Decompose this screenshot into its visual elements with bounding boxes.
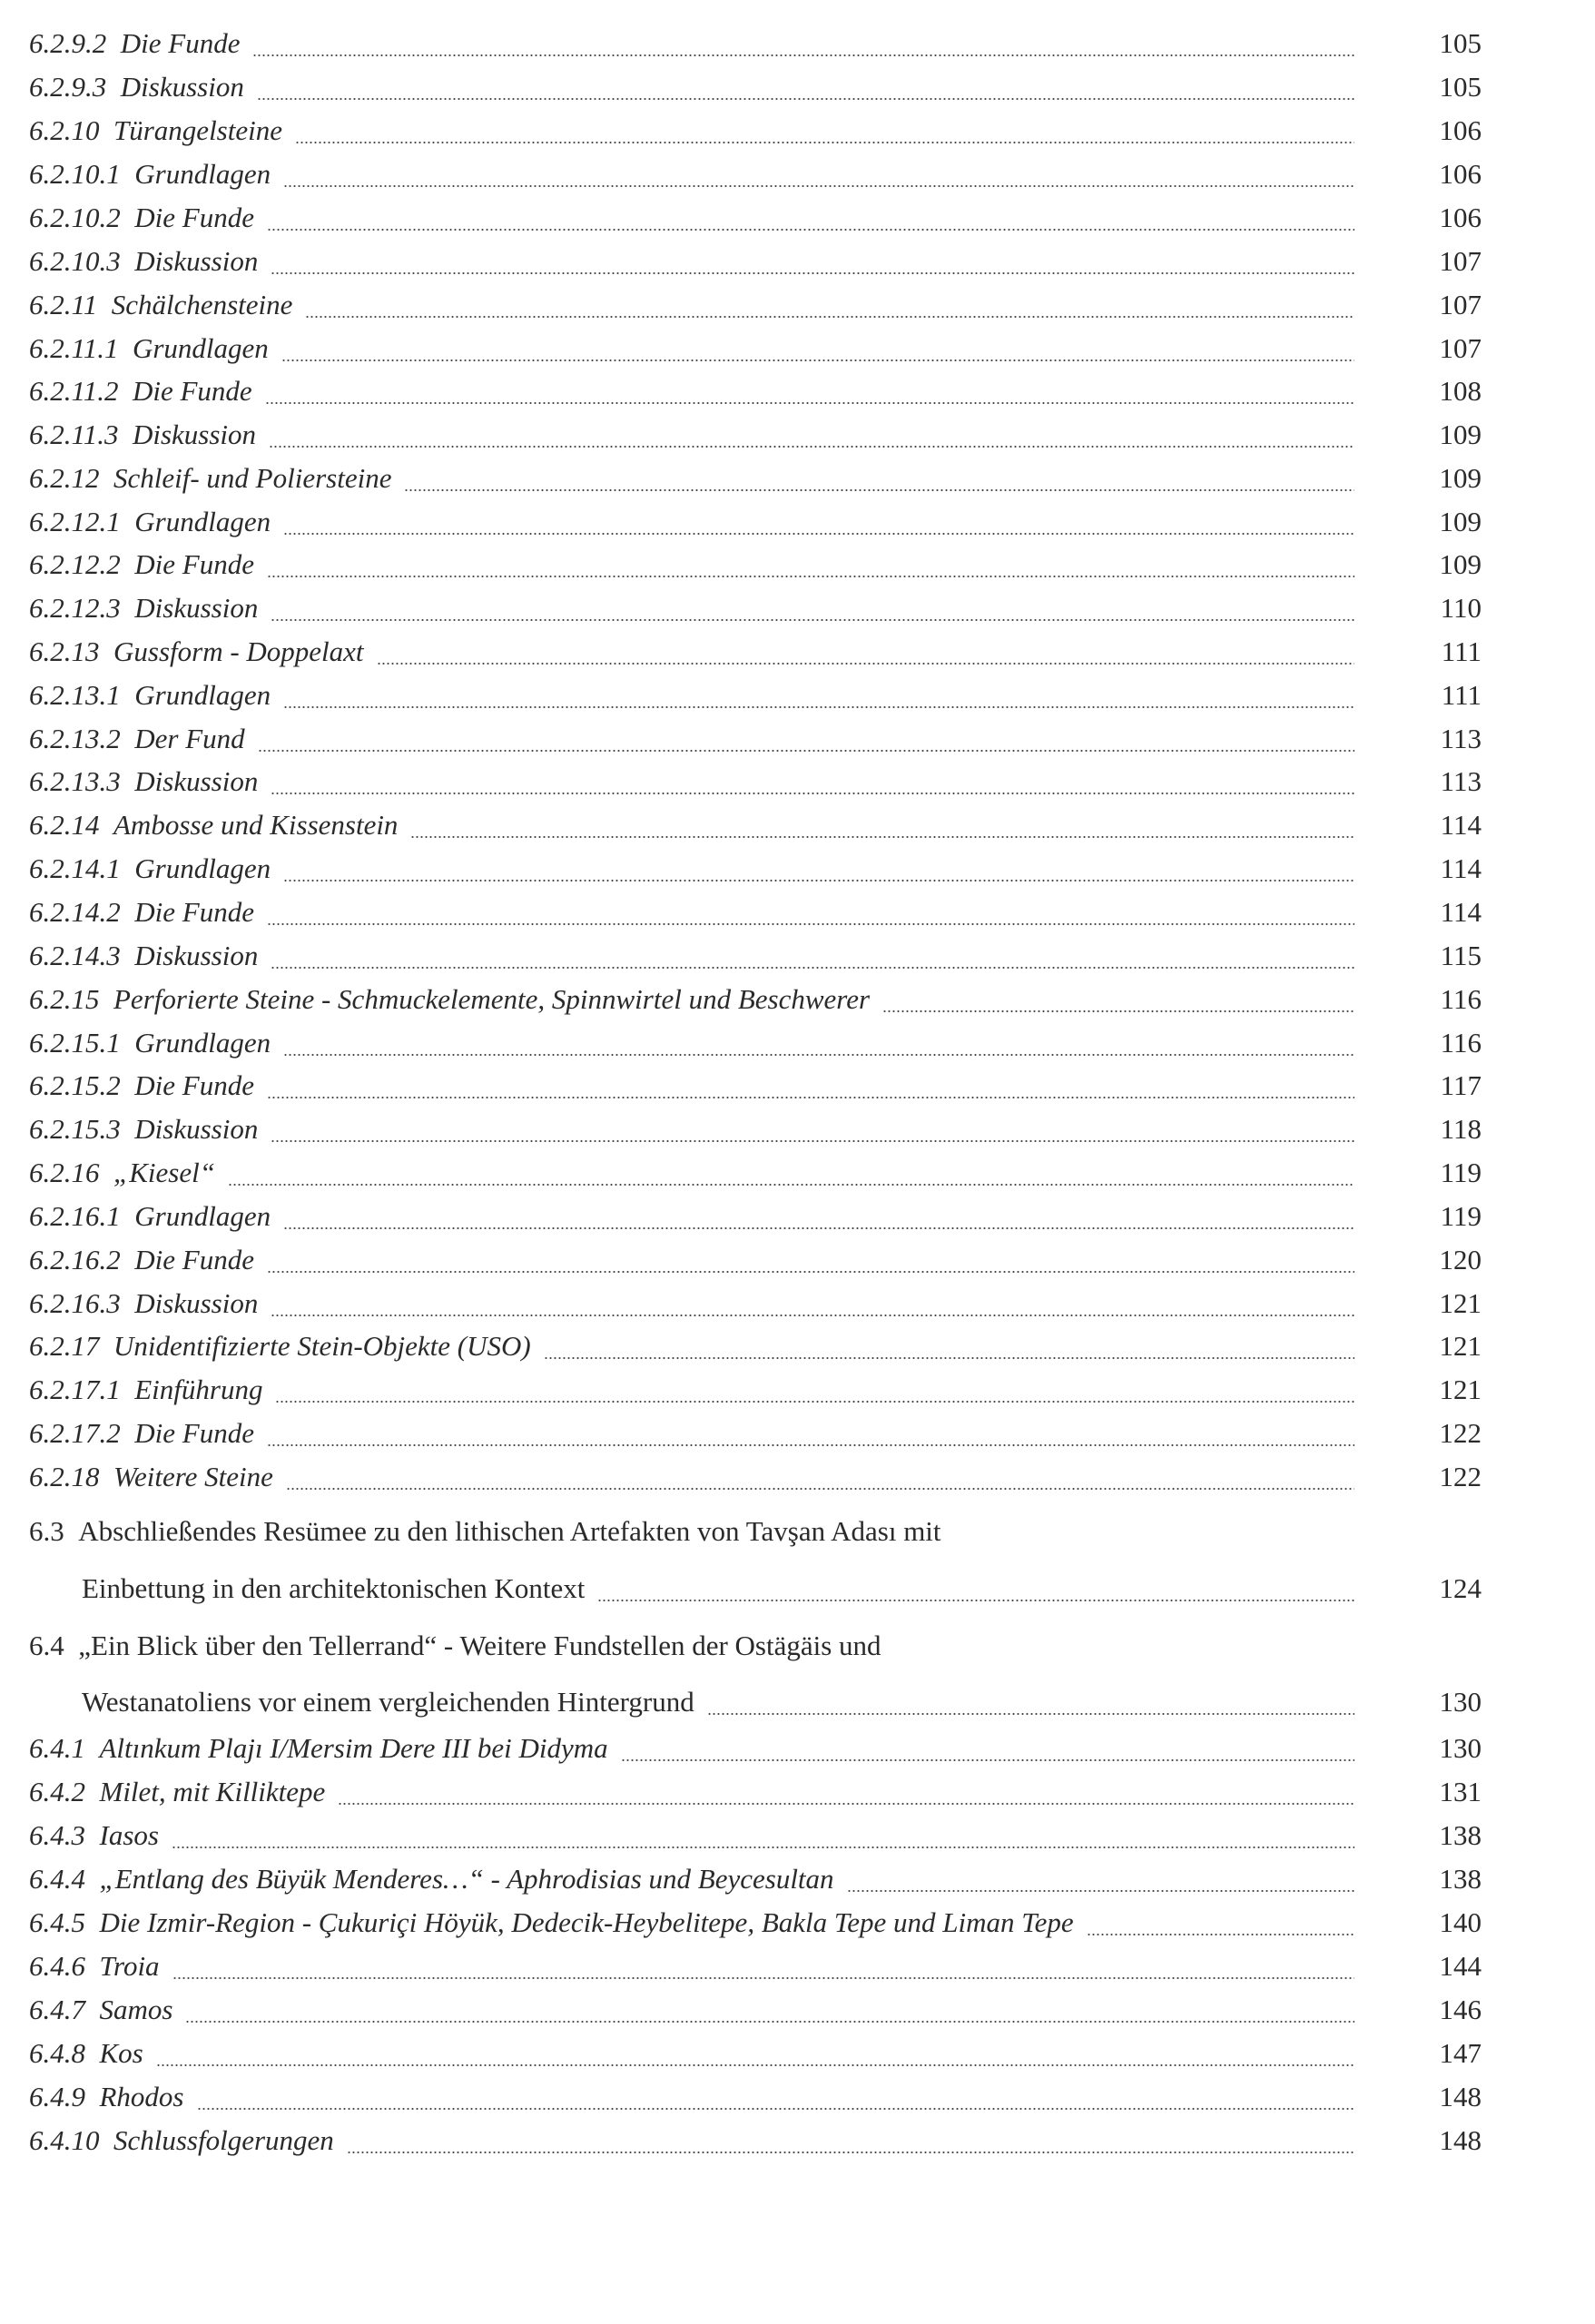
toc-page-number: 105 (1439, 71, 1482, 103)
toc-entry[interactable] (29, 417, 1482, 453)
dot-leader (258, 750, 1354, 752)
dot-leader (283, 1227, 1354, 1229)
toc-entry[interactable] (29, 373, 1482, 409)
toc-entry-title: 6.2.12 Schleif- und Poliersteine (29, 462, 392, 494)
toc-entry[interactable] (29, 634, 1482, 670)
toc-page-number: 107 (1439, 289, 1482, 320)
toc-page-number: 130 (1439, 1686, 1482, 1718)
dot-leader (347, 2152, 1354, 2153)
toc-entry[interactable] (29, 1242, 1482, 1278)
toc-entry[interactable] (29, 1155, 1482, 1191)
toc-page-number: 148 (1439, 2124, 1482, 2156)
toc-page-number: 105 (1439, 27, 1482, 59)
toc-entry-title: 6.2.14.3 Diskussion (29, 940, 259, 971)
toc-page-number: 146 (1439, 1994, 1482, 2025)
toc-entry[interactable] (29, 200, 1482, 236)
toc-page-number: 117 (1440, 1069, 1482, 1101)
toc-entry-title: 6.2.17.1 Einführung (29, 1374, 263, 1405)
dot-leader (271, 272, 1354, 274)
dot-leader (281, 359, 1354, 361)
toc-entry[interactable] (29, 1459, 1482, 1495)
toc-entry[interactable] (29, 1861, 1482, 1897)
toc-page-number: 111 (1441, 635, 1482, 667)
toc-entry-title: 6.4.7 Samos (29, 1994, 173, 2025)
dot-leader (283, 185, 1354, 187)
toc-entry[interactable] (29, 894, 1482, 931)
toc-page-number: 120 (1439, 1244, 1482, 1275)
dot-leader (271, 967, 1354, 969)
dot-leader (283, 706, 1354, 708)
toc-entry-title: 6.2.16 „Kiesel“ (29, 1157, 215, 1188)
toc-entry[interactable] (82, 1684, 1482, 1720)
toc-page-number: 140 (1439, 1906, 1482, 1938)
toc-entry-title: 6.2.13.2 Der Fund (29, 723, 245, 754)
toc-entry[interactable] (29, 1415, 1482, 1452)
toc-page-number: 114 (1440, 896, 1482, 928)
toc-entry-title: 6.4.9 Rhodos (29, 2081, 184, 2112)
toc-entry-title: 6.2.18 Weitere Steine (29, 1461, 273, 1492)
toc-entry-title: 6.2.11.2 Die Funde (29, 375, 252, 407)
toc-entry[interactable] (29, 330, 1482, 367)
toc-page-number: 107 (1439, 332, 1482, 364)
toc-entry-title: 6.2.10.3 Diskussion (29, 245, 259, 277)
toc-entry[interactable] (82, 1571, 1482, 1607)
toc-page-number: 116 (1440, 983, 1482, 1015)
toc-page-number: 109 (1439, 506, 1482, 537)
toc-page-number: 122 (1439, 1417, 1482, 1449)
toc-page-number: 130 (1439, 1732, 1482, 1764)
toc-page-number: 119 (1440, 1157, 1482, 1188)
toc-entry[interactable] (29, 547, 1482, 583)
toc-page-number: 109 (1439, 548, 1482, 580)
dot-leader (286, 1488, 1354, 1490)
toc-entry[interactable] (29, 2035, 1482, 2072)
toc-page-number: 110 (1440, 592, 1482, 624)
toc-entry[interactable] (29, 25, 1482, 62)
toc-entry-title: 6.2.10.2 Die Funde (29, 202, 254, 233)
toc-page-number: 113 (1440, 765, 1482, 797)
toc-entry-title: 6.2.11 Schälchensteine (29, 289, 293, 320)
toc-entry-title: 6.4 „Ein Blick über den Tellerrand“ - Weitere Fundstellen der Ostägäis und (29, 1630, 881, 1661)
toc-page-number: 109 (1439, 462, 1482, 494)
toc-page-number: 147 (1439, 2037, 1482, 2069)
dot-leader (271, 1315, 1354, 1316)
toc-entry-title: 6.2.14.1 Grundlagen (29, 852, 271, 884)
dot-leader (267, 1444, 1354, 1446)
dot-leader (172, 1846, 1354, 1848)
dot-leader (707, 1713, 1354, 1715)
toc-page-number: 118 (1440, 1113, 1482, 1145)
toc-entry-title: 6.2.17 Unidentifizierte Stein-Objekte (USO) (29, 1330, 531, 1362)
toc-entry[interactable] (29, 1817, 1482, 1854)
toc-entry[interactable] (29, 807, 1482, 843)
dot-leader (544, 1357, 1354, 1359)
dot-leader (295, 142, 1354, 143)
toc-entry-title: 6.4.8 Kos (29, 2037, 143, 2069)
toc-entry-title: 6.2.14.2 Die Funde (29, 896, 254, 928)
dot-leader (404, 489, 1354, 491)
toc-entry-title: 6.2.13 Gussform - Doppelaxt (29, 635, 364, 667)
toc-entry[interactable] (29, 1198, 1482, 1235)
toc-entry[interactable] (29, 156, 1482, 192)
toc-entry-title: Einbettung in den architektonischen Kontext (82, 1572, 586, 1604)
toc-entry-title: 6.2.17.2 Die Funde (29, 1417, 254, 1449)
dot-leader (275, 1401, 1354, 1403)
dot-leader (267, 923, 1354, 925)
dot-leader (257, 98, 1354, 100)
toc-entry-title: 6.4.6 Troia (29, 1950, 160, 1982)
toc-page-number: 148 (1439, 2081, 1482, 2112)
toc-entry[interactable] (29, 1328, 1482, 1364)
toc-entry[interactable] (29, 243, 1482, 280)
toc-entry-title: 6.2.11.3 Diskussion (29, 419, 257, 450)
toc-entry-title: 6.4.5 Die Izmir-Region - Çukuriçi Höyük, Dedecik-Heybelitepe, Bakla Tepe und Liman Tepe (29, 1906, 1074, 1938)
toc-entry[interactable] (29, 2079, 1482, 2115)
toc-entry-title: 6.4.10 Schlussfolgerungen (29, 2124, 334, 2156)
toc-entry[interactable] (29, 1025, 1482, 1061)
dot-leader (305, 316, 1354, 318)
toc-entry[interactable] (29, 1285, 1482, 1322)
toc-entry[interactable] (29, 1992, 1482, 2028)
toc-entry[interactable] (29, 1628, 1482, 1664)
toc-entry-title: 6.3 Abschließendes Resümee zu den lithischen Artefakten von Tavşan Adası mit (29, 1515, 941, 1547)
dot-leader (283, 880, 1354, 881)
toc-entry[interactable] (29, 981, 1482, 1018)
toc-entry-title: 6.2.13.1 Grundlagen (29, 679, 271, 711)
toc-entry-title: 6.2.10.1 Grundlagen (29, 158, 271, 190)
toc-entry-title: 6.2.12.3 Diskussion (29, 592, 259, 624)
dot-leader (283, 533, 1354, 535)
dot-leader (197, 2108, 1355, 2110)
toc-entry-title: 6.2.12.1 Grundlagen (29, 506, 271, 537)
toc-entry[interactable] (29, 287, 1482, 323)
toc-page-number: 109 (1439, 419, 1482, 450)
toc-page-number: 114 (1440, 852, 1482, 884)
toc-entry-title: 6.4.2 Milet, mit Killiktepe (29, 1776, 326, 1807)
toc-page-number: 116 (1440, 1027, 1482, 1059)
dot-leader (265, 402, 1354, 404)
toc-entry[interactable] (29, 1513, 1482, 1550)
toc-entry[interactable] (29, 851, 1482, 887)
toc-entry[interactable] (29, 113, 1482, 149)
toc-entry[interactable] (29, 1372, 1482, 1408)
toc-entry-title: 6.2.15.3 Diskussion (29, 1113, 259, 1145)
toc-entry-title: 6.2.16.1 Grundlagen (29, 1200, 271, 1232)
toc-page-number: 138 (1439, 1863, 1482, 1895)
dot-leader (156, 2064, 1354, 2066)
dot-leader (847, 1890, 1354, 1892)
toc-page-number: 107 (1439, 245, 1482, 277)
dot-leader (185, 2021, 1354, 2023)
dot-leader (621, 1759, 1354, 1761)
dot-leader (338, 1803, 1354, 1805)
dot-leader (267, 1271, 1354, 1273)
toc-entry-title: 6.2.9.3 Diskussion (29, 71, 244, 103)
dot-leader (172, 1977, 1354, 1979)
toc-entry-title: 6.2.13.3 Diskussion (29, 765, 259, 797)
dot-leader (271, 619, 1354, 621)
toc-page-number: 122 (1439, 1461, 1482, 1492)
dot-leader (597, 1600, 1354, 1601)
toc-entry[interactable] (29, 504, 1482, 540)
toc-entry[interactable] (29, 2122, 1482, 2159)
toc-entry[interactable] (29, 1948, 1482, 1984)
toc-entry[interactable] (29, 1111, 1482, 1147)
toc-page-number: 131 (1439, 1776, 1482, 1807)
toc-page-number: 106 (1439, 202, 1482, 233)
toc-page-number: 113 (1440, 723, 1482, 754)
toc-page-number: 121 (1439, 1330, 1482, 1362)
toc-page-number: 124 (1439, 1572, 1482, 1604)
dot-leader (882, 1010, 1354, 1012)
dot-leader (271, 1140, 1354, 1142)
toc-page-number: 114 (1440, 809, 1482, 841)
toc-entry[interactable] (29, 938, 1482, 974)
toc-entry[interactable] (29, 460, 1482, 497)
toc-entry-title: 6.2.9.2 Die Funde (29, 27, 241, 59)
toc-page-number: 121 (1439, 1287, 1482, 1319)
dot-leader (269, 446, 1354, 448)
dot-leader (1087, 1934, 1354, 1935)
toc-entry[interactable] (29, 69, 1482, 105)
toc-entry[interactable] (29, 590, 1482, 626)
toc-entry-title: 6.2.12.2 Die Funde (29, 548, 254, 580)
toc-entry[interactable] (29, 721, 1482, 757)
dot-leader (267, 1097, 1354, 1098)
toc-entry-title: 6.2.16.2 Die Funde (29, 1244, 254, 1275)
toc-entry[interactable] (29, 763, 1482, 800)
toc-page-number: 138 (1439, 1819, 1482, 1851)
toc-entry-title: Westanatoliens vor einem vergleichenden Hintergrund (82, 1686, 694, 1718)
toc-entry-title: 6.2.14 Ambosse und Kissenstein (29, 809, 399, 841)
toc-entry[interactable] (29, 1774, 1482, 1810)
toc-entry[interactable] (29, 1068, 1482, 1104)
dot-leader (377, 663, 1354, 665)
toc-page-number: 111 (1441, 679, 1482, 711)
dot-leader (267, 229, 1354, 231)
toc-page-number: 119 (1440, 1200, 1482, 1232)
toc-entry-title: 6.2.10 Türangelsteine (29, 114, 282, 146)
toc-page-number: 115 (1440, 940, 1482, 971)
dot-leader (267, 576, 1354, 577)
toc-entry-title: 6.2.11.1 Grundlagen (29, 332, 269, 364)
dot-leader (252, 54, 1354, 56)
toc-page-number: 144 (1439, 1950, 1482, 1982)
toc-page-number: 106 (1439, 158, 1482, 190)
toc-entry-title: 6.4.1 Altınkum Plajı I/Mersim Dere III bei Didyma (29, 1732, 608, 1764)
toc-entry-title: 6.4.3 Iasos (29, 1819, 159, 1851)
toc-entry-title: 6.2.15 Perforierte Steine - Schmuckelemente, Spinnwirtel und Beschwerer (29, 983, 871, 1015)
toc-page-number: 121 (1439, 1374, 1482, 1405)
dot-leader (410, 836, 1354, 838)
toc-page-number: 106 (1439, 114, 1482, 146)
toc-entry-title: 6.2.15.1 Grundlagen (29, 1027, 271, 1059)
toc-entry-title: 6.2.16.3 Diskussion (29, 1287, 259, 1319)
toc-entry-title: 6.2.15.2 Die Funde (29, 1069, 254, 1101)
toc-entry-title: 6.4.4 „Entlang des Büyük Menderes…“ - Aphrodisias und Beycesultan (29, 1863, 834, 1895)
dot-leader (283, 1054, 1354, 1056)
dot-leader (271, 793, 1354, 794)
toc-page-number: 108 (1439, 375, 1482, 407)
toc-entry[interactable] (29, 1730, 1482, 1767)
dot-leader (228, 1184, 1354, 1186)
toc-entry[interactable] (29, 677, 1482, 714)
toc-entry[interactable] (29, 1905, 1482, 1941)
